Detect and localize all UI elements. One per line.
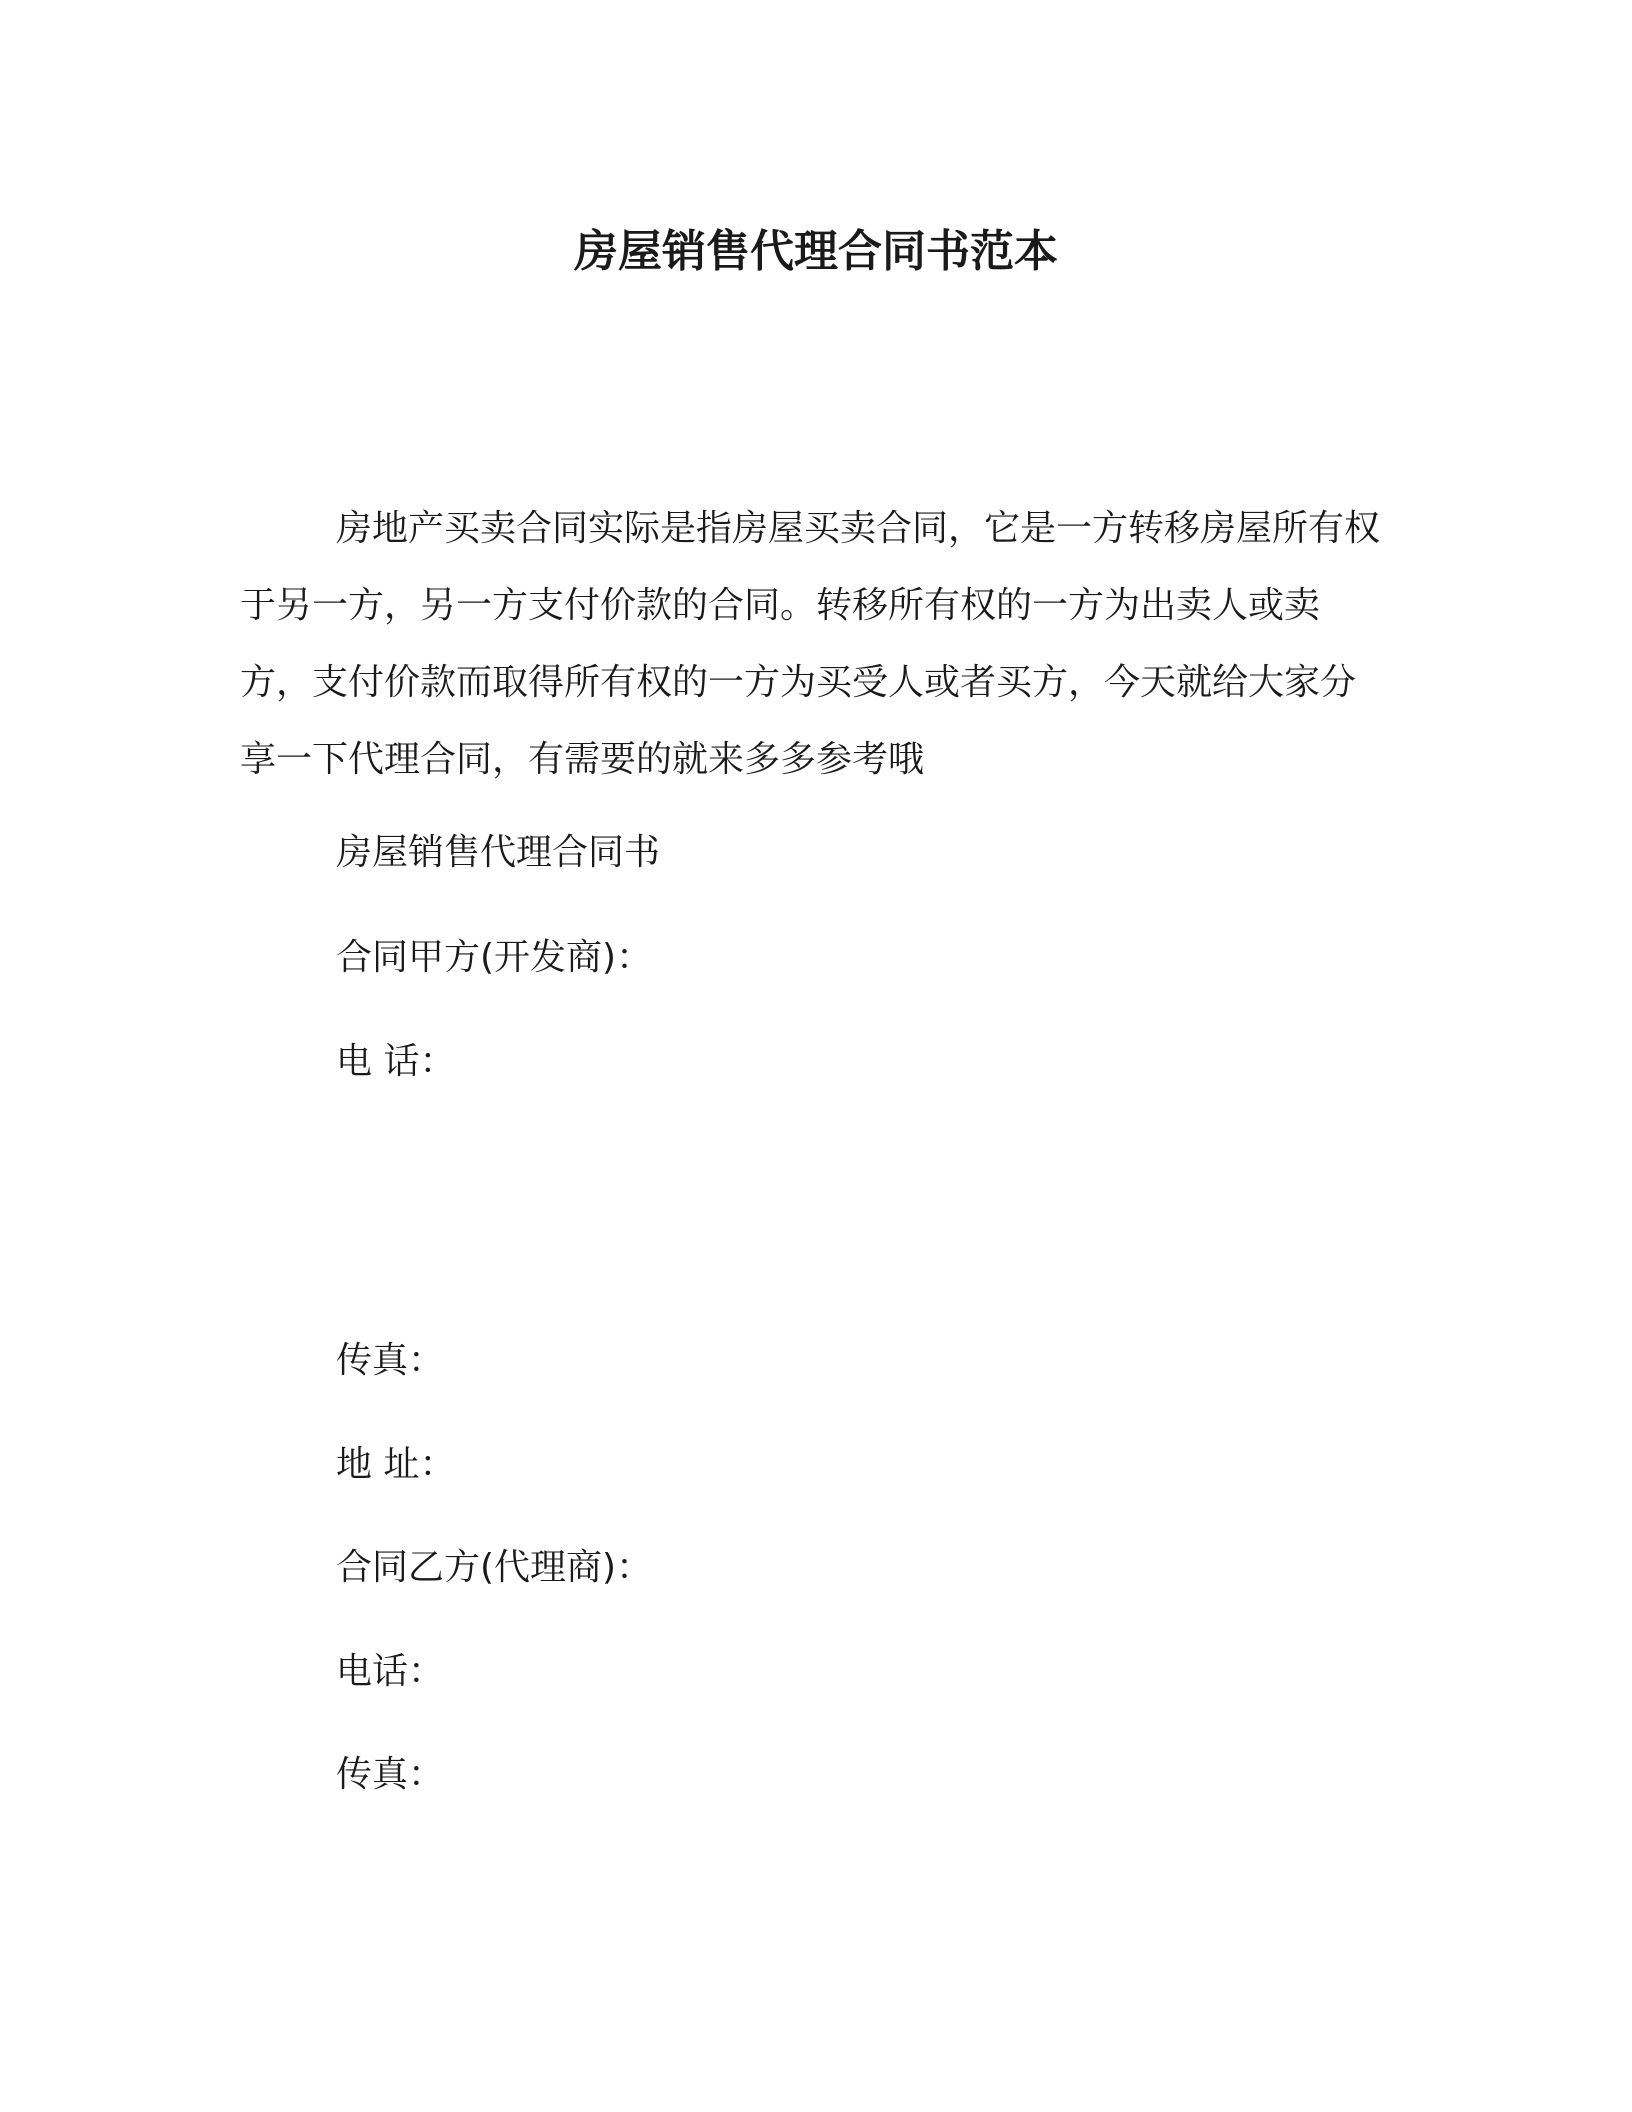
party-b-fax-label: 传真： (336, 1754, 445, 1795)
party-a-fax-label: 传真： (336, 1340, 445, 1381)
party-a-address-label: 地 址： (336, 1444, 456, 1485)
party-a-label: 合同甲方(开发商)： (336, 937, 653, 978)
party-b-phone-label: 电话： (336, 1651, 445, 1692)
party-a-phone-label: 电 话： (336, 1041, 456, 1082)
contract-subtitle: 房屋销售代理合同书 (336, 832, 661, 873)
party-b-label: 合同乙方(代理商)： (336, 1547, 653, 1588)
intro-paragraph: 房地产买卖合同实际是指房屋买卖合同，它是一方转移房屋所有权于另一方，另一方支付价款的合同。转移所有权的一方为出卖人或卖方，支付价款而取得所有权的一方为买受人或者买方，今天就给大家分享一下代理合同，有需要的就来多多参考哦 (240, 508, 1381, 780)
document-title: 房屋销售代理合同书范本 (574, 226, 1058, 277)
